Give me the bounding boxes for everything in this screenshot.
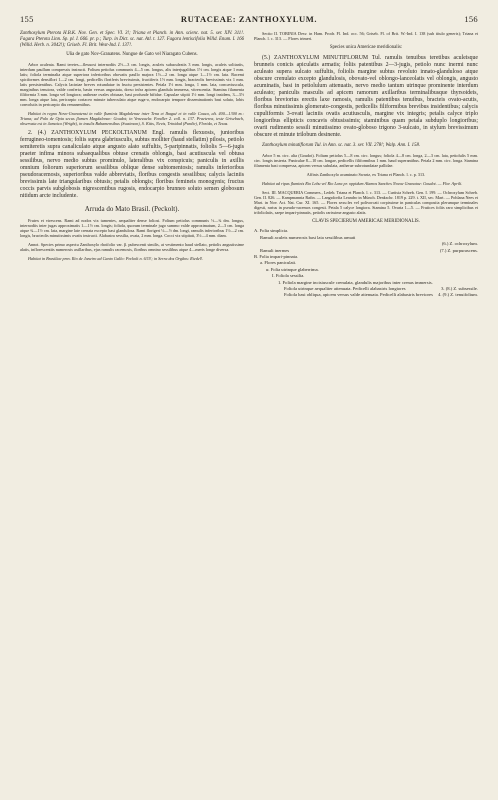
- key-row-text: A. Folia simplicia.: [254, 228, 289, 234]
- species-key: [254, 228, 478, 298]
- key-row-result: 4. (9.) Z. tenuifolium.: [438, 292, 478, 298]
- columns: [20, 31, 478, 299]
- key-row-text: B. Folia impari-pinnata.: [254, 254, 299, 260]
- key-row-text: 1. Foliola margine incisiuscule crenulata, glandulis majoribus inter crenas immersis.: [278, 279, 433, 285]
- key-row-text: I. Foliola sessilia.: [272, 273, 305, 279]
- running-title: RUTACEAE: ZANTHOXYLUM.: [180, 14, 318, 24]
- description-paragraph-2: Frutex et virescens. Rami ad nodos vix tumentes, aequaliter dense foliosi. Folium petiolus communis ½—¾ dm. longus, internodiis inter jugas approximatis 1—1½ cm. longis; foliola, quorum terminale jugo summo valde approximatum, 2—3 cm. longa atque ¾—1½ cm. lata, margine late crenata excepto basi glandulosa. Rami florigeri ⅓—½ dm. longi, ramulis inferioribus 1½—2 cm. longis, bracteolis minutissimis ovatis instructi. Alabastra sessilia, ovata, 2 mm. longa. Cocci vix stipitati, 3½—4 mm. diam.: [20, 218, 244, 239]
- species-diagnosis-minutiflorum: (5.) ZANTHOXYLUM MINUTIFLORUM Tul. ramulis tenuibus teretibus aculeisque brunneis conicis apiculatis armatis; foliis patentibus 2—3-jugis, petiolo nunc inermi nunc aculeato supera sulcato suffultis, foliolis margine subtus revoluto innato-glanduloso atque obscure crenulato excepto glandulosis, obovato-vel oblongo-lanceolatis vel oblongis, angusto acuminatis, basi in petiolulum attenuatis, nervo medio tantum utrinque prominente interdum aculeato; paniculis masculis ad apicem ramorum axillaribus terminalibusque thyrsoideis, floribus breviorius erectis laxe ramosis, ramulis patentibus tenuibus, bracteis ovato-acutis, floribus minutissimis glomerato-congestis, pedicellis filiformibus brevibus insidentibus; calycis cupuliformis 3-ovati laciniis ovatis acutiusculis, margine vix integris; petalis calyce triplo longioribus ellipticis concavis obtusissimis; staminibus quam petala subduplo longioribus; ovarii rudimento sessili minutissimo ovato-globoso trigono 3-sulcato, in stylum brevissimum obscure et minute trilobum desinente.: [254, 54, 478, 138]
- key-row-text: Ramuli inermes: [260, 247, 290, 253]
- key-row-text: a. Flores paniculati.: [260, 260, 297, 266]
- key-row-text: Ramuli aculeis numerosis basi lata sessilibus armati: [260, 234, 356, 240]
- key-row-text: Foliola utrinque aequaliter attenuata. Pedicelli alabastris longiores: [284, 286, 406, 292]
- description-paragraph-3: Arbor 5 m. circ. alta (Goudot). Folium petiolus 5—8 cm. circ. longus; foliola 4—8 cm. longa, 2—3 cm. lata, petiolulis 5 mm. circ. longis insterta. Paniculae 8—10 cm. longae, pedicellis filiformibus 1 mm. haud superantibus. Petala 2 mm. circ. longa. Stamina filamenta basi compressa, apicem versus subulata, antherae subrotundatae pallidae.: [254, 152, 478, 168]
- section-subheading: Species unica Americae meridionalis:: [329, 45, 403, 50]
- habitat-paragraph: Habitat in regno Novo-Granatensi in valle fluminis Magdalenae inter Tena et Ibagué et in valle Cauca, alt. 400—1300 m.: Triana; ad Palo de Opia secus flumen Magdalenae: Goudot; in Venezuela: Fendler 2. coll. n. 137. Praeterea, teste Grisebach, observata est in Jamaica (Wright), in insulis Bahamensibus (Swainson), S. Kitts, Nevis, Trinidad (Purdie), Florida, et Texas.: [20, 111, 244, 127]
- key-row-result: 3. (8.) Z. subsessile.: [441, 286, 478, 292]
- annotation-paragraph: Annot. Species primo aspectu Zanthoxylo rhoifolio var. β. pubescenti similis, at vestimento haud stellato, petiolis angustissime alatis, inflorescentiis numerosis axillaribus, ejus ramulis racemosis, floribus omnino sessilibus atque 4—meris longe diversa.: [20, 242, 244, 253]
- key-row-result: (7.) Z. purpurascens.: [439, 247, 478, 253]
- left-page-number: 155: [20, 14, 34, 24]
- synonymy-paragraph: Zanthoxylum Pterota H.B.K. Nov. Gen. et Spec. VI. 3!; Triana et Planch. in Ann. scienc. nat. 5. ser. XIV. 311!. Fagara Pterota Linn. Sp. pl. I. 666. pr. p.; Turp. in Dict. sc. nat. Atl. t. 127. Fagara lentiscifolia Willd. Enum. I. 166 (Willd. Herb. n. 3042!); Griseb. Fl. Brit. West-Ind. I. 137!.: [20, 31, 244, 48]
- affinity-note: Affinis Zanthoxylo acuminato Swartz, ex Triana et Planch. l. c. p. 313.: [306, 171, 426, 177]
- habitat-paragraph-3: Habitat ad ripas fluminis Rio Lebu vel Rio Lara pr. oppidum Alamos Sanches Novae Granatae: Goudot. — Flor. Aprili.: [262, 180, 463, 186]
- vernacular-heading: Arruda do Mato Brasil. (Peckolt).: [84, 205, 180, 214]
- habitat-paragraph-2: Habitat in Brasiliae prov. Rio de Janeiro ad Canto Gallo: Peckolt n. 633!; in Serra dos Orgãos: Riedel!.: [28, 256, 204, 262]
- key-row-text: α. Folia utrinque glaberrima.: [266, 266, 319, 272]
- clavis-title: CLAVIS SPECIERUM AMERICAE MERIDIONALIS.: [312, 218, 420, 224]
- right-page-number: 156: [464, 14, 478, 24]
- species-diagnosis: 2. (4.) ZANTHOXYLUM PECKOLTIANUM Engl. ramulis flexuosis, junioribus ferrugineo-tomentosis; foliis supra glabriusculis, subtus molliter (haud stellatim) pilosis, petiolo semiteretis supra canaliculato atque angusto alato suffultis, 5-paripinnatis, foliolis 5—6-jugis praeter infima minora subaequalibus obtuse crenatis oblongis, basi acutiuscula vel obtusa sessilibus, nervo medio subtus prominulo, lateralibus vix conspicuis; paniculis in axillis omnium foliorum superiorum sessilibus oblique dense subtomentosis; ramulis inferioribus pseudoracemosis, superioribus valde abbreviatis, floribus congestis sessilibus; calycis laciniis brevissimis late triangularibus obtusis; petalis oblongis; floribus femineis monogynis; fructus coccis parvis subglobosis nigrescentibus rugosis, endocarpio brunneo soluto semen globosum nitidum arcte includente.: [20, 130, 244, 200]
- page-header: [20, 14, 478, 24]
- key-row: [254, 292, 478, 298]
- section-heading-macqueria: Sect. III. MACQUERIA Commers., Ledeb. Triana et Planch. l. c. 313. — Curtisia Schreb. Gen. I. 199. — Ochroxylum Schreb. Gen. II. 826. — Kampmannia Rafin. — Langsdorfia Leandro in Münch. Denkschr. 1819 p. 229. t. XII, sec. Mart. — Pohlana Nees et Mart. in Nov. Act. Nat. Cur. XI. 165. — Flores sexu:les vel polivorcati corpissime in paniculas composita plerumque terminales digesti, rarius in pseudo-racemos congesti. Petala 5 calyce longiora. Stamina 5. Ovaria 1—5. — Frutices foliis raro simplicibus et trifoliolatis, saepe impari-pinnatis, petiolis rarissime angusto alatis.: [254, 189, 478, 215]
- key-row-result: (6.) Z. ochroxylum.: [441, 241, 478, 247]
- key-row-text: Foliola basi obliqua, apicem versus valde attenuata. Pedicelli alabastris breviores: [284, 292, 433, 298]
- left-column: [20, 31, 244, 299]
- section-heading-tobinia: Sectio II. TOBINIA Desv. in Ham. Prodr. Fl. Ind. occ. 56; Griseb. Fl. of Brit. W.-Ind. I. 138 (sub titulo generis); Triana et Planch. l. c. 313. — Flores trimeri.: [254, 31, 478, 41]
- vernacular-names: Uña de gato Nov-Granatens. Nungue de Gato vel Niaragato Cubens.: [66, 52, 198, 58]
- synonymy-paragraph-2: Zanthoxylum minutiflorum Tul. in Ann. sc. nat. 3. ser. VII. 278!; Walp. Ann. I. 158.: [262, 142, 421, 148]
- right-column: [254, 31, 478, 299]
- description-paragraph: Arbor aculeata. Rami teretes—flexuosi internodiis 2½—3 cm. longis, aculeis subaculeatis 3 mm. longis, aculeis solitariis, interdum paullum compressis instructi. Folium petiolus communis 4—5 cm. longus, alis interjugalibus 1½ cm. longis atque 1 mm. latis; foliola terminalia atque superiora inferioribus obovatis paullo majora 1½—2 cm. longa atque 1—1½ cm. lata. Racemi spiciformes densiflori 1—2 cm. longi, pedicellis floriferis brevissimis, fructiferis 1½ mm. longis, bracteolis brevissimis vix 1 mm. latis persistentibus. Calycis laciniae breves rotundatae in fructu persistentes. Petala 1½ mm. longa, 1 mm. lata, concaviuscula, marginibus tenuiora, valde conferta, basin versus angustata, dorso infra apicem glandula immersa, vitrescentia. Stamina filamenta filiformia 3 mm. longa vel longiora; antherae ovales obtusae, basi profunde bifidae. Capsulae stipiti 1½ mm. longi insidens, 3—3½ mm. longa atque lata, pericarpio coriaceo minute tuberculato atque ruga-o, endocarpio tempore disseminationis basi soluto, lobis convolutis in pericarpio diu remanentibus.: [20, 62, 244, 108]
